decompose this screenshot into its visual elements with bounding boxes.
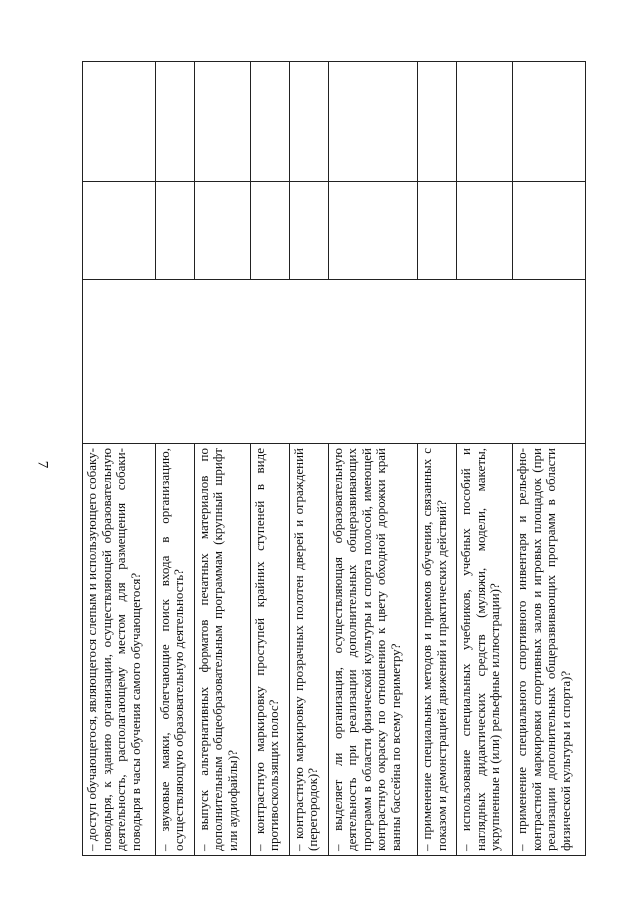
criterion-cell: – выделяет ли организация, осуществляющая образовательную деятельность при реализации дополнительных общеразвивающих программ в области физической культуры и спорта полосой, имеющей контрастную окраску по отношению к цвету обходной дорожки край ванны бассейна по всему периметру? (328, 444, 417, 856)
empty-cell (194, 62, 250, 182)
empty-cell (155, 62, 194, 182)
empty-cell (83, 62, 156, 182)
merged-empty-cell (83, 280, 586, 444)
criterion-cell: – использование специальных учебников, учебных пособий и наглядных дидактических средств (муляжи, модели, макеты, укрупненные и (или) рельефные иллюстрации)? (457, 444, 513, 856)
accessibility-checklist-table (82, 61, 586, 856)
empty-cell (83, 182, 156, 280)
empty-cell (418, 62, 457, 182)
empty-cell (194, 182, 250, 280)
empty-cell (418, 182, 457, 280)
empty-cell (457, 182, 513, 280)
criterion-cell: – выпуск альтернативных форматов печатных материалов по дополнительным общеобразовательным программам (крупный шрифт или аудиофайлы)? (194, 444, 250, 856)
empty-cell (155, 182, 194, 280)
table-row (250, 62, 289, 856)
empty-cell (513, 62, 586, 182)
empty-cell (513, 182, 586, 280)
empty-cell (250, 62, 289, 182)
empty-cell (328, 182, 417, 280)
criterion-cell: – доступ обучающегося, являющегося слепым и использующего собаку-поводыря, к зданию организации, осуществляющей образовательную деятельность, располагающему местом для размещения собаки-поводыря в часы обучения самого обучающегося? (83, 444, 156, 856)
table-row (194, 62, 250, 856)
empty-cell (289, 62, 328, 182)
table-row (457, 62, 513, 856)
criterion-cell: – звуковые маяки, облегчающие поиск входа в организацию, осуществляющую образовательную деятельность? (155, 444, 194, 856)
empty-cell (328, 62, 417, 182)
criterion-cell: – применение специального спортивного инвентаря и рельефно-контрастной маркировки спортивных залов и игровых площадок (при реализации дополнительных общеразвивающих программ в области физической культуры и спорта)? (513, 444, 586, 856)
table-row (83, 62, 156, 856)
table-row (513, 62, 586, 856)
empty-cell (457, 62, 513, 182)
rotated-table-container (82, 62, 586, 856)
table-row (418, 62, 457, 856)
empty-cell (289, 182, 328, 280)
empty-cell (250, 182, 289, 280)
table-row (289, 62, 328, 856)
criterion-cell: – контрастную маркировку прозрачных полотен дверей и ограждений (перегородок)? (289, 444, 328, 856)
table-row (328, 62, 417, 856)
page-number: 7 (34, 460, 51, 469)
table-row (155, 62, 194, 856)
criterion-cell: – контрастную маркировку проступей крайних ступеней в виде противоскользящих полос? (250, 444, 289, 856)
criterion-cell: – применение специальных методов и приемов обучения, связанных с показом и демонстрацией движений и практических действий? (418, 444, 457, 856)
